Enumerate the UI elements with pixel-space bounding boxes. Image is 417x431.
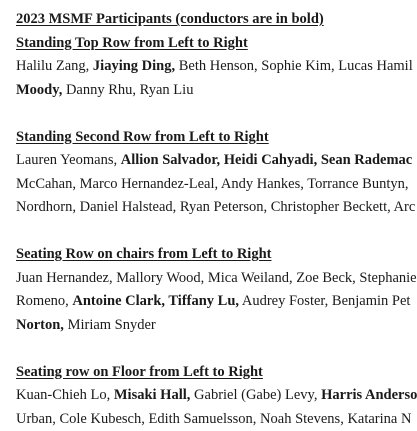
section-spacer <box>16 220 400 244</box>
section-heading: Seating row on Floor from Left to Right <box>16 361 400 385</box>
conductor-names: Moody, <box>16 82 62 98</box>
participant-names: Danny Rhu, Ryan Liu <box>62 82 193 98</box>
participant-line <box>16 314 400 338</box>
section-heading: Standing Second Row from Left to Right <box>16 126 400 150</box>
participant-line <box>16 55 400 79</box>
section-heading: Standing Top Row from Left to Right <box>16 32 400 56</box>
conductor-names: Harris Anderso <box>321 387 417 403</box>
participant-line <box>16 149 400 173</box>
conductor-names: Misaki Hall, <box>114 387 191 403</box>
section-heading: Seating Row on chairs from Left to Right <box>16 243 400 267</box>
section-spacer <box>16 337 400 361</box>
conductor-names: Jiaying Ding, <box>93 58 175 74</box>
conductor-names: Allion Salvador, Heidi Cahyadi, Sean Rademac <box>121 152 413 168</box>
participant-line <box>16 196 400 220</box>
participant-names: Kuan-Chieh Lo, <box>16 387 114 403</box>
participant-names: Urban, Cole Kubesch, Edith Samuelsson, Noah Stevens, Katarina N <box>16 411 411 427</box>
participant-names: Gabriel (Gabe) Levy, <box>190 387 321 403</box>
participant-line <box>16 290 400 314</box>
participant-line <box>16 267 400 291</box>
participant-names: Juan Hernandez, Mallory Wood, Mica Weiland, Zoe Beck, Stephanie <box>16 270 417 286</box>
participant-names: Romeno, <box>16 293 72 309</box>
conductor-names: Antoine Clark, Tiffany Lu, <box>72 293 239 309</box>
document-title: 2023 MSMF Participants (conductors are in bold) <box>16 8 400 32</box>
conductor-names: Norton, <box>16 317 64 333</box>
participant-names: Audrey Foster, Benjamin Pet <box>239 293 410 309</box>
document-body <box>16 8 400 431</box>
participant-names: Halilu Zang, <box>16 58 93 74</box>
participant-names: Nordhorn, Daniel Halstead, Ryan Peterson, Christopher Beckett, Arc <box>16 199 415 215</box>
section-spacer <box>16 102 400 126</box>
participant-line <box>16 384 400 408</box>
participant-line <box>16 79 400 103</box>
participant-names: McCahan, Marco Hernandez-Leal, Andy Hankes, Torrance Buntyn, <box>16 176 409 192</box>
participant-names: Miriam Snyder <box>64 317 156 333</box>
participant-line <box>16 173 400 197</box>
participant-line <box>16 408 400 431</box>
participant-names: Beth Henson, Sophie Kim, Lucas Hamil <box>175 58 413 74</box>
participant-names: Lauren Yeomans, <box>16 152 121 168</box>
